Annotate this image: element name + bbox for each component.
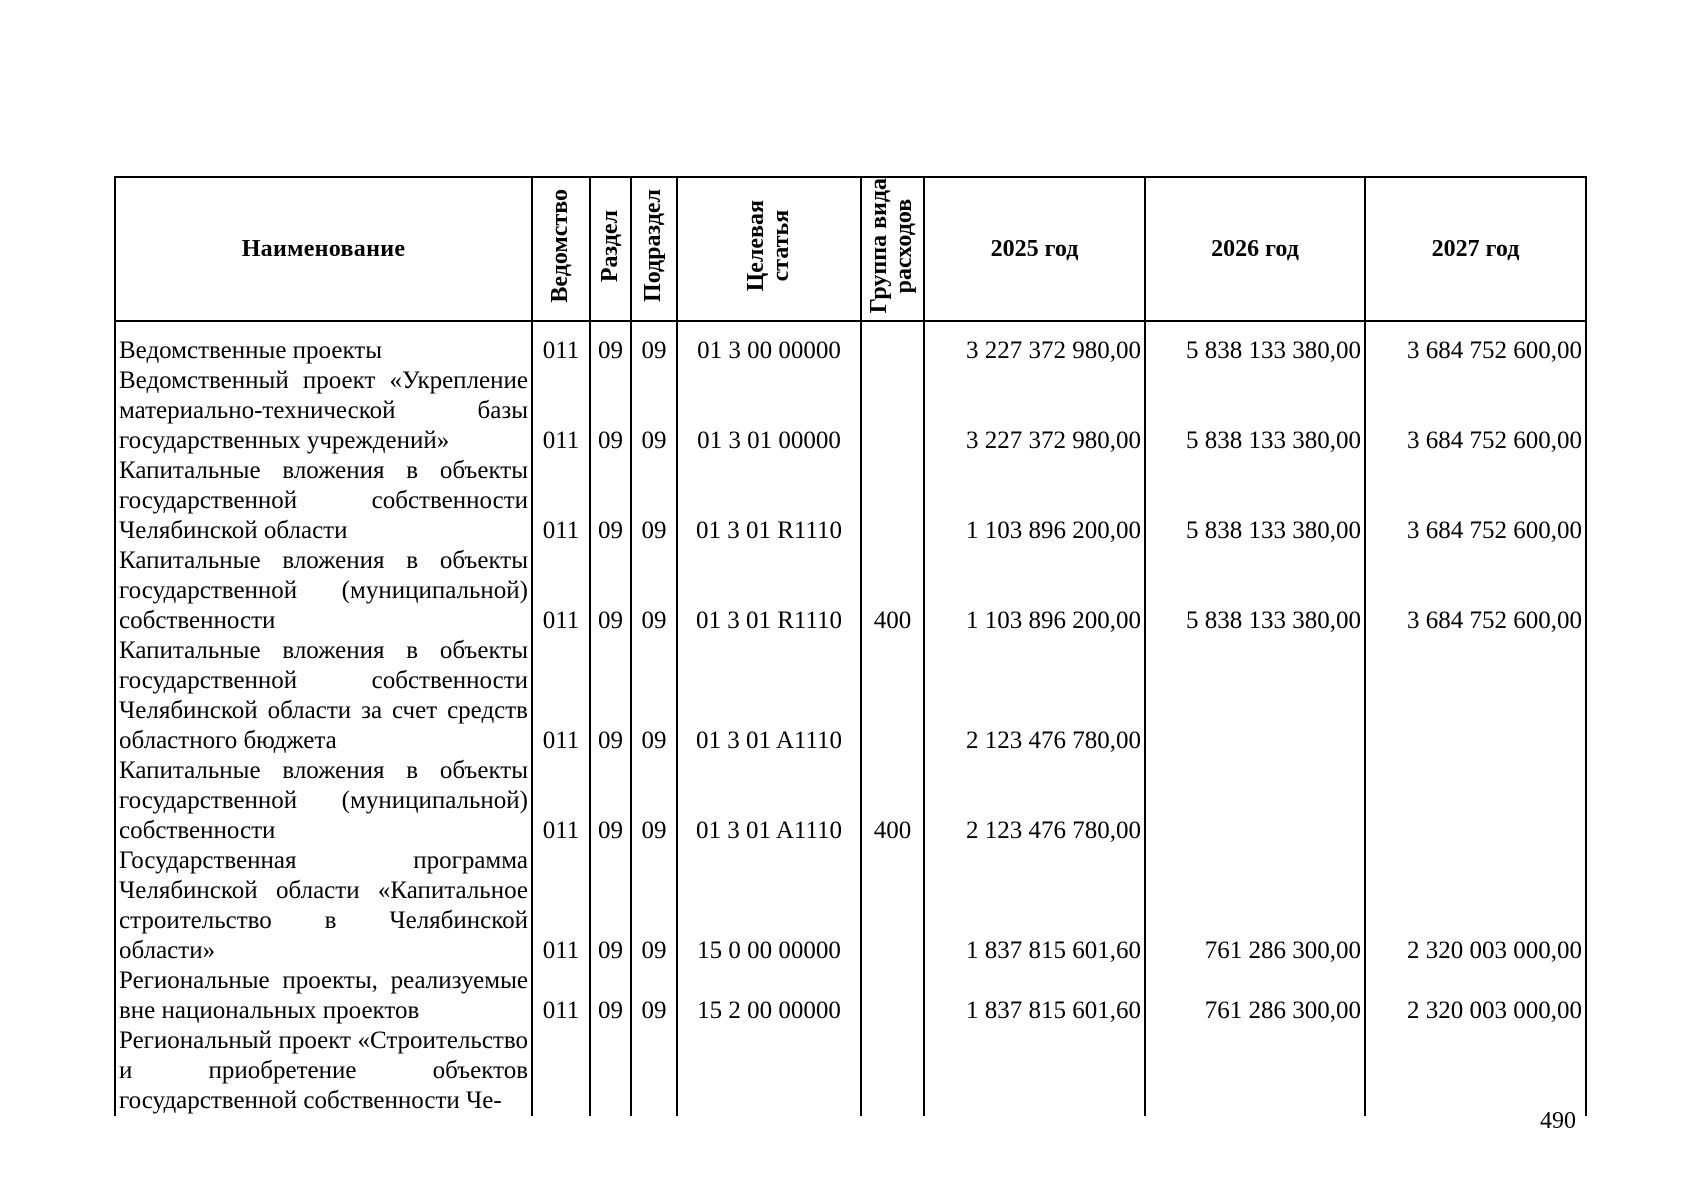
row-target-article [677,1026,861,1116]
table-row [115,456,1586,546]
row-amount-2027 [1365,636,1586,756]
row-section: 09 [590,366,631,456]
row-amount-2026: 761 286 300,00 [1145,846,1365,966]
row-amount-2027: 3 684 752 600,00 [1365,456,1586,546]
row-expense-group: 400 [861,756,924,846]
row-department: 011 [532,966,590,1026]
budget-table [114,176,1587,1116]
table-row [115,636,1586,756]
table-header [115,177,1586,321]
row-section: 09 [590,756,631,846]
row-section: 09 [590,636,631,756]
row-department: 011 [532,636,590,756]
row-amount-2027: 2 320 003 000,00 [1365,846,1586,966]
table-row [115,366,1586,456]
row-expense-group [861,366,924,456]
header-subsection-label: Подраздел [640,189,667,303]
row-name: Капитальные вложения в объекты государственной собственности Челябинской области [115,456,532,546]
row-expense-group [861,456,924,546]
row-section: 09 [590,546,631,636]
row-section: 09 [590,336,631,366]
row-target-article: 15 0 00 00000 [677,846,861,966]
spacer-cell [1365,321,1586,336]
row-amount-2027 [1365,1026,1586,1116]
header-name [115,177,532,321]
header-department-label: Ведомство [547,188,574,303]
row-department [532,1026,590,1116]
row-amount-2026 [1145,636,1365,756]
header-expense-group [861,177,924,321]
page-number: 490 [1540,1108,1576,1134]
table-row [115,336,1586,366]
row-subsection: 09 [631,366,677,456]
row-amount-2025: 3 227 372 980,00 [924,366,1145,456]
header-year-2027 [1365,177,1586,321]
header-target-article [677,177,861,321]
row-amount-2026: 5 838 133 380,00 [1145,336,1365,366]
row-amount-2027: 2 320 003 000,00 [1365,966,1586,1026]
row-target-article: 01 3 01 A1110 [677,756,861,846]
row-department: 011 [532,756,590,846]
table-row [115,846,1586,966]
row-name: Ведомственные проекты [115,336,532,366]
row-subsection: 09 [631,456,677,546]
spacer-cell [115,321,532,336]
row-section [590,1026,631,1116]
row-expense-group [861,336,924,366]
row-amount-2027: 3 684 752 600,00 [1365,366,1586,456]
row-amount-2025: 1 837 815 601,60 [924,966,1145,1026]
header-year-2026 [1145,177,1365,321]
header-department [532,177,590,321]
header-subsection [631,177,677,321]
row-section: 09 [590,456,631,546]
row-amount-2026: 761 286 300,00 [1145,966,1365,1026]
spacer-cell [590,321,631,336]
row-expense-group [861,1026,924,1116]
row-expense-group [861,636,924,756]
table-row [115,546,1586,636]
header-target-article-label: Целевая статья [742,199,794,292]
header-section-label: Раздел [596,209,623,282]
table-row [115,756,1586,846]
row-target-article: 01 3 01 A1110 [677,636,861,756]
row-amount-2025: 2 123 476 780,00 [924,636,1145,756]
spacer-cell [1145,321,1365,336]
table-row [115,1026,1586,1116]
row-amount-2027: 3 684 752 600,00 [1365,336,1586,366]
row-amount-2026: 5 838 133 380,00 [1145,456,1365,546]
table-spacer-row [115,321,1586,336]
row-subsection: 09 [631,546,677,636]
row-subsection: 09 [631,636,677,756]
row-name: Капитальные вложения в объекты государственной собственности Челябинской области за счет средств областного бюджета [115,636,532,756]
table-row [115,966,1586,1026]
row-department: 011 [532,336,590,366]
row-amount-2025: 1 837 815 601,60 [924,846,1145,966]
header-year-2025-label: 2025 год [990,235,1079,262]
row-subsection [631,1026,677,1116]
row-amount-2026: 5 838 133 380,00 [1145,366,1365,456]
row-amount-2026 [1145,756,1365,846]
row-name: Государственная программа Челябинской области «Капитальное строительство в Челябинской области» [115,846,532,966]
header-expense-group-label: Группа вида расходов [866,178,918,314]
row-amount-2027 [1365,756,1586,846]
row-target-article: 01 3 01 R1110 [677,456,861,546]
header-year-2027-label: 2027 год [1431,235,1520,262]
header-year-2026-label: 2026 год [1211,235,1299,262]
row-amount-2025: 2 123 476 780,00 [924,756,1145,846]
row-department: 011 [532,546,590,636]
row-target-article: 01 3 01 00000 [677,366,861,456]
spacer-cell [861,321,924,336]
row-amount-2025 [924,1026,1145,1116]
row-department: 011 [532,456,590,546]
row-amount-2027: 3 684 752 600,00 [1365,546,1586,636]
row-subsection: 09 [631,336,677,366]
row-department: 011 [532,366,590,456]
row-subsection: 09 [631,846,677,966]
header-year-2025 [924,177,1145,321]
row-target-article: 15 2 00 00000 [677,966,861,1026]
row-amount-2025: 1 103 896 200,00 [924,546,1145,636]
spacer-cell [924,321,1145,336]
row-department: 011 [532,846,590,966]
row-subsection: 09 [631,756,677,846]
row-name: Капитальные вложения в объекты государственной (муниципальной) собственности [115,756,532,846]
header-section [590,177,631,321]
row-name: Капитальные вложения в объекты государственной (муниципальной) собственности [115,546,532,636]
row-expense-group [861,846,924,966]
row-section: 09 [590,966,631,1026]
row-amount-2025: 3 227 372 980,00 [924,336,1145,366]
row-expense-group [861,966,924,1026]
row-amount-2026: 5 838 133 380,00 [1145,546,1365,636]
spacer-cell [631,321,677,336]
header-name-label: Наименование [241,235,406,262]
row-expense-group: 400 [861,546,924,636]
spacer-cell [532,321,590,336]
spacer-cell [677,321,861,336]
row-target-article: 01 3 00 00000 [677,336,861,366]
row-section: 09 [590,846,631,966]
row-name: Региональный проект «Строительство и приобретение объектов государственной собственности Че- [115,1026,532,1116]
row-name: Региональные проекты, реализуемые вне национальных проектов [115,966,532,1026]
row-amount-2025: 1 103 896 200,00 [924,456,1145,546]
table-body [115,321,1586,1116]
row-name: Ведомственный проект «Укрепление материально-технической базы государственных учреждений» [115,366,532,456]
row-target-article: 01 3 01 R1110 [677,546,861,636]
row-amount-2026 [1145,1026,1365,1116]
row-subsection: 09 [631,966,677,1026]
